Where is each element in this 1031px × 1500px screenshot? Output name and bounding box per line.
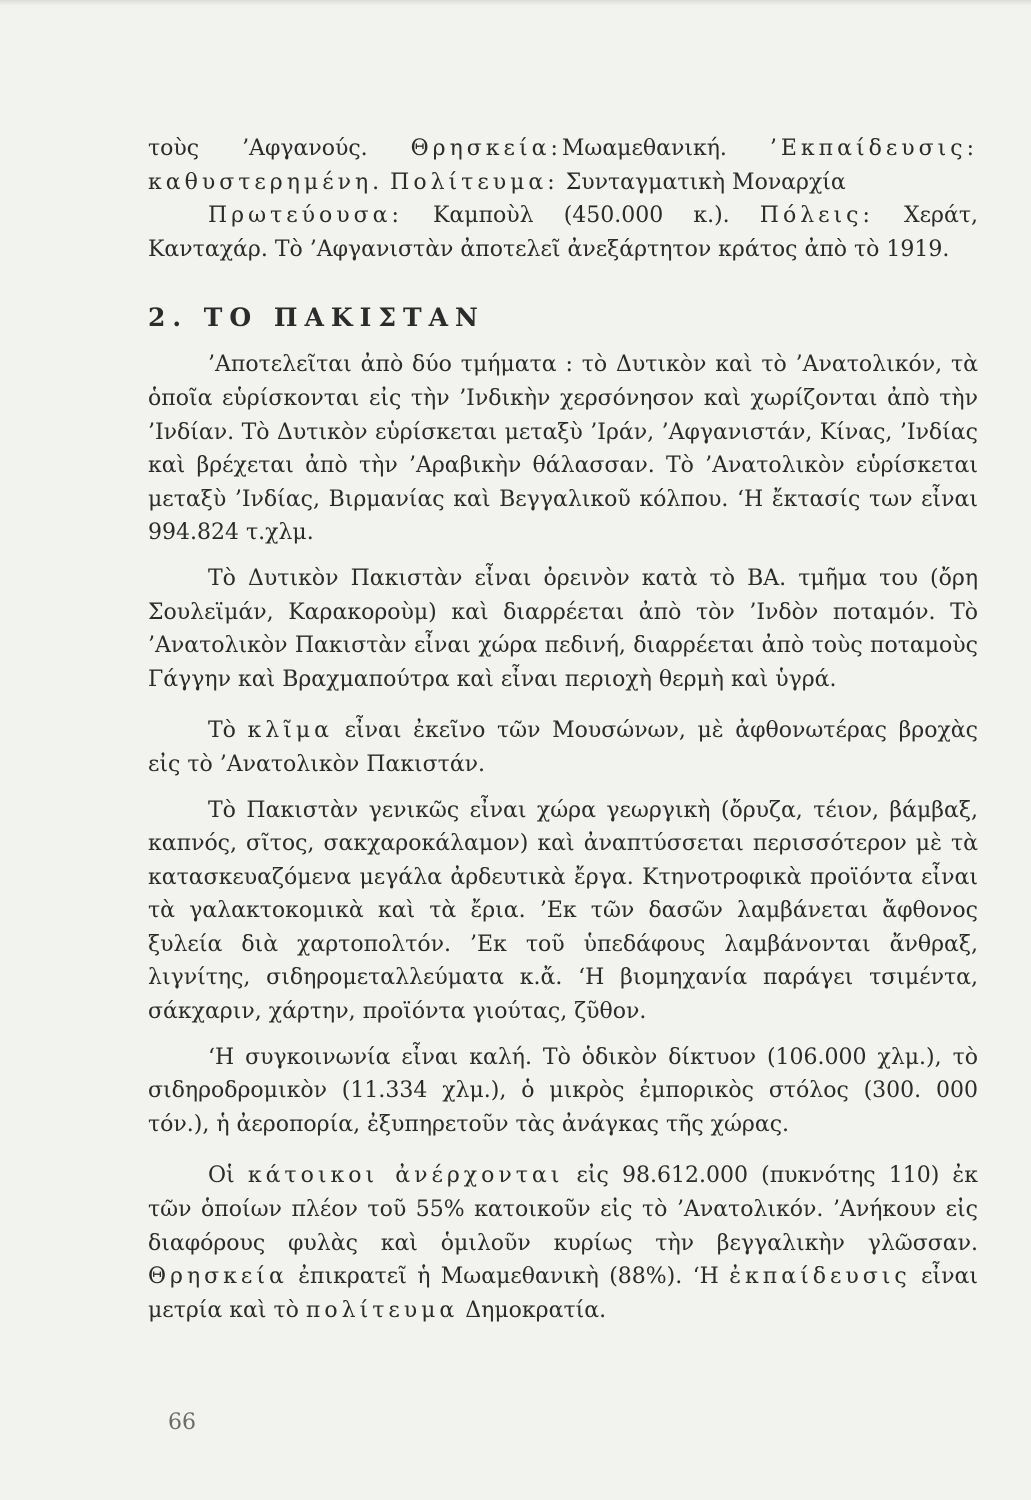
climate-text-pre: Τὸ <box>208 718 236 744</box>
population-text-pre: Οἱ <box>208 1163 235 1189</box>
label-education: ’Εκπαίδευσις: <box>769 136 979 161</box>
religion-value: Μωαμεθανική. <box>561 136 727 161</box>
label-cities: Πόλεις: <box>759 203 874 229</box>
independence-text: Τὸ ’Αφγανιστὰν ἀποτελεῖ ἀνεξάρτητον κράτος ἀπὸ τὸ 1919. <box>274 236 950 262</box>
education-pakistan-text: εἶναι μετρία καὶ τὸ <box>148 1264 978 1323</box>
label-government: Πολίτευμα: <box>390 169 559 195</box>
page-text <box>148 132 978 1327</box>
cities-value: Χεράτ, Κανταχάρ. <box>148 203 979 262</box>
label-religion-pakistan: Θρησκεία <box>148 1264 288 1290</box>
page-top-edge <box>0 0 1031 6</box>
label-climate: κλῖμα <box>247 718 334 744</box>
religion-pakistan-text: ἐπικρατεῖ ἡ Μωαμεθανικὴ (88%). <box>298 1264 683 1290</box>
section-title: 2. ΤΟ ΠΑΚΙΣΤΑΝ <box>148 303 485 333</box>
paragraph-economy: Τὸ Πακιστὰν γενικῶς εἶναι χώρα γεωργικὴ (ὄρυζα, τέιον, βάμβαξ, καπνός, σῖτος, σακχαροκάλαμον) καὶ ἀναπτύσσεται περισσότερον μὲ τὰ κατασκευαζόμενα μεγάλα ἀρδευτικὰ ἔργα. Κτηνοτροφικὰ προϊόντα εἶναι τὰ γαλακτοκομικὰ καὶ τὰ ἔρια. ’Εκ τῶν δασῶν λαμβάνεται ἄφθονος ξυλεία διὰ χαρτοπολτόν. ’Εκ τοῦ ὑπεδάφους λαμβάνονται ἄνθραξ, λιγνίτης, σιδηρομεταλλεύματα κ.ἄ. ‘Η βιομηχανία παράγει τσιμέντα, σάκχαριν, χάρτην, προϊόντα γιούτας, ζῦθον. <box>148 797 978 1025</box>
intro-text: τοὺς ’Αφγανούς. <box>148 136 368 161</box>
paragraph-population <box>148 1159 978 1327</box>
population-text: εἰς 98.612.000 (πυκνότης 110) ἐκ τῶν ὁποίων πλέον τοῦ 55% κατοικοῦν εἰς τὸ ’Ανατολικόν. ’Ανήκουν εἰς διαφόρους φυλὰς καὶ ὁμιλοῦν κυρίως τὴν βεγγαλικὴν γλῶσσαν. <box>148 1163 978 1256</box>
education-value: καθυστερημένη. <box>148 169 384 195</box>
intro-paragraph <box>148 132 978 199</box>
label-capital: Πρωτεύουσα: <box>208 203 403 229</box>
education-text-pre: ‘Η <box>692 1264 719 1290</box>
paragraph-climate <box>148 714 978 781</box>
label-religion: Θρησκεία: <box>410 136 562 161</box>
paragraph-location: ’Αποτελεῖται ἀπὸ δύο τμήματα : τὸ Δυτικὸν καὶ τὸ ’Ανατολικόν, τὰ ὁποῖα εὑρίσκονται εἰς τὴν ’Ινδικὴν χερσόνησον καὶ χωρίζονται ἀπὸ τὴν ’Ινδίαν. Τὸ Δυτικὸν εὑρίσκεται μεταξὺ ’Ιράν, ’Αφγανιστάν, Κίνας, ’Ινδίας καὶ βρέχεται ἀπὸ τὴν ’Αραβικὴν θάλασσαν. Τὸ ’Ανατολικὸν εὑρίσκεται μεταξὺ ’Ινδίας, Βιρμανίας καὶ Βεγγαλικοῦ κόλπου. ‘Η ἔκτασίς των εἶναι 994.824 τ.χλμ. <box>148 352 978 546</box>
capital-value: Καμποὺλ (450.000 κ.). <box>433 203 730 229</box>
government-pakistan-text: Δημοκρατία. <box>465 1297 607 1323</box>
page-number: 66 <box>168 1410 196 1435</box>
government-value: Συνταγματικὴ Μοναρχία <box>565 169 846 195</box>
label-education-pakistan: ἐκπαίδευσις <box>729 1264 911 1290</box>
paragraph-relief: Τὸ Δυτικὸν Πακιστὰν εἶναι ὀρεινὸν κατὰ τὸ ΒΑ. τμῆμα του (ὄρη Σουλεϊμάν, Καρακοροὺμ) καὶ διαρρέεται ἀπὸ τὸν ’Ινδὸν ποταμόν. Τὸ ’Ανατολικὸν Πακιστὰν εἶναι χώρα πεδινή, διαρρέεται ἀπὸ τοὺς ποταμοὺς Γάγγην καὶ Βραχμαπούτρα καὶ εἶναι περιοχὴ θερμὴ καὶ ὑγρά. <box>148 565 978 692</box>
paragraph-transport: ‘Η συγκοινωνία εἶναι καλή. Τὸ ὁδικὸν δίκτυον (106.000 χλμ.), τὸ σιδηροδρομικὸν (11.334 χλμ.), ὁ μικρὸς ἐμπορικὸς στόλος (300. 000 τόν.), ἡ ἀεροπορία, ἐξυπηρετοῦν τὰς ἀνάγκας τῆς χώρας. <box>148 1044 978 1137</box>
label-inhabitants: κάτοικοι ἀνέρχονται <box>247 1163 564 1189</box>
climate-text: εἶναι ἐκεῖνο τῶν Μουσώνων, μὲ ἀφθονωτέρας βροχὰς εἰς τὸ ’Ανατολικὸν Πακιστάν. <box>148 718 978 777</box>
capital-paragraph <box>148 199 978 266</box>
label-government-pakistan: πολίτευμα <box>305 1297 459 1323</box>
